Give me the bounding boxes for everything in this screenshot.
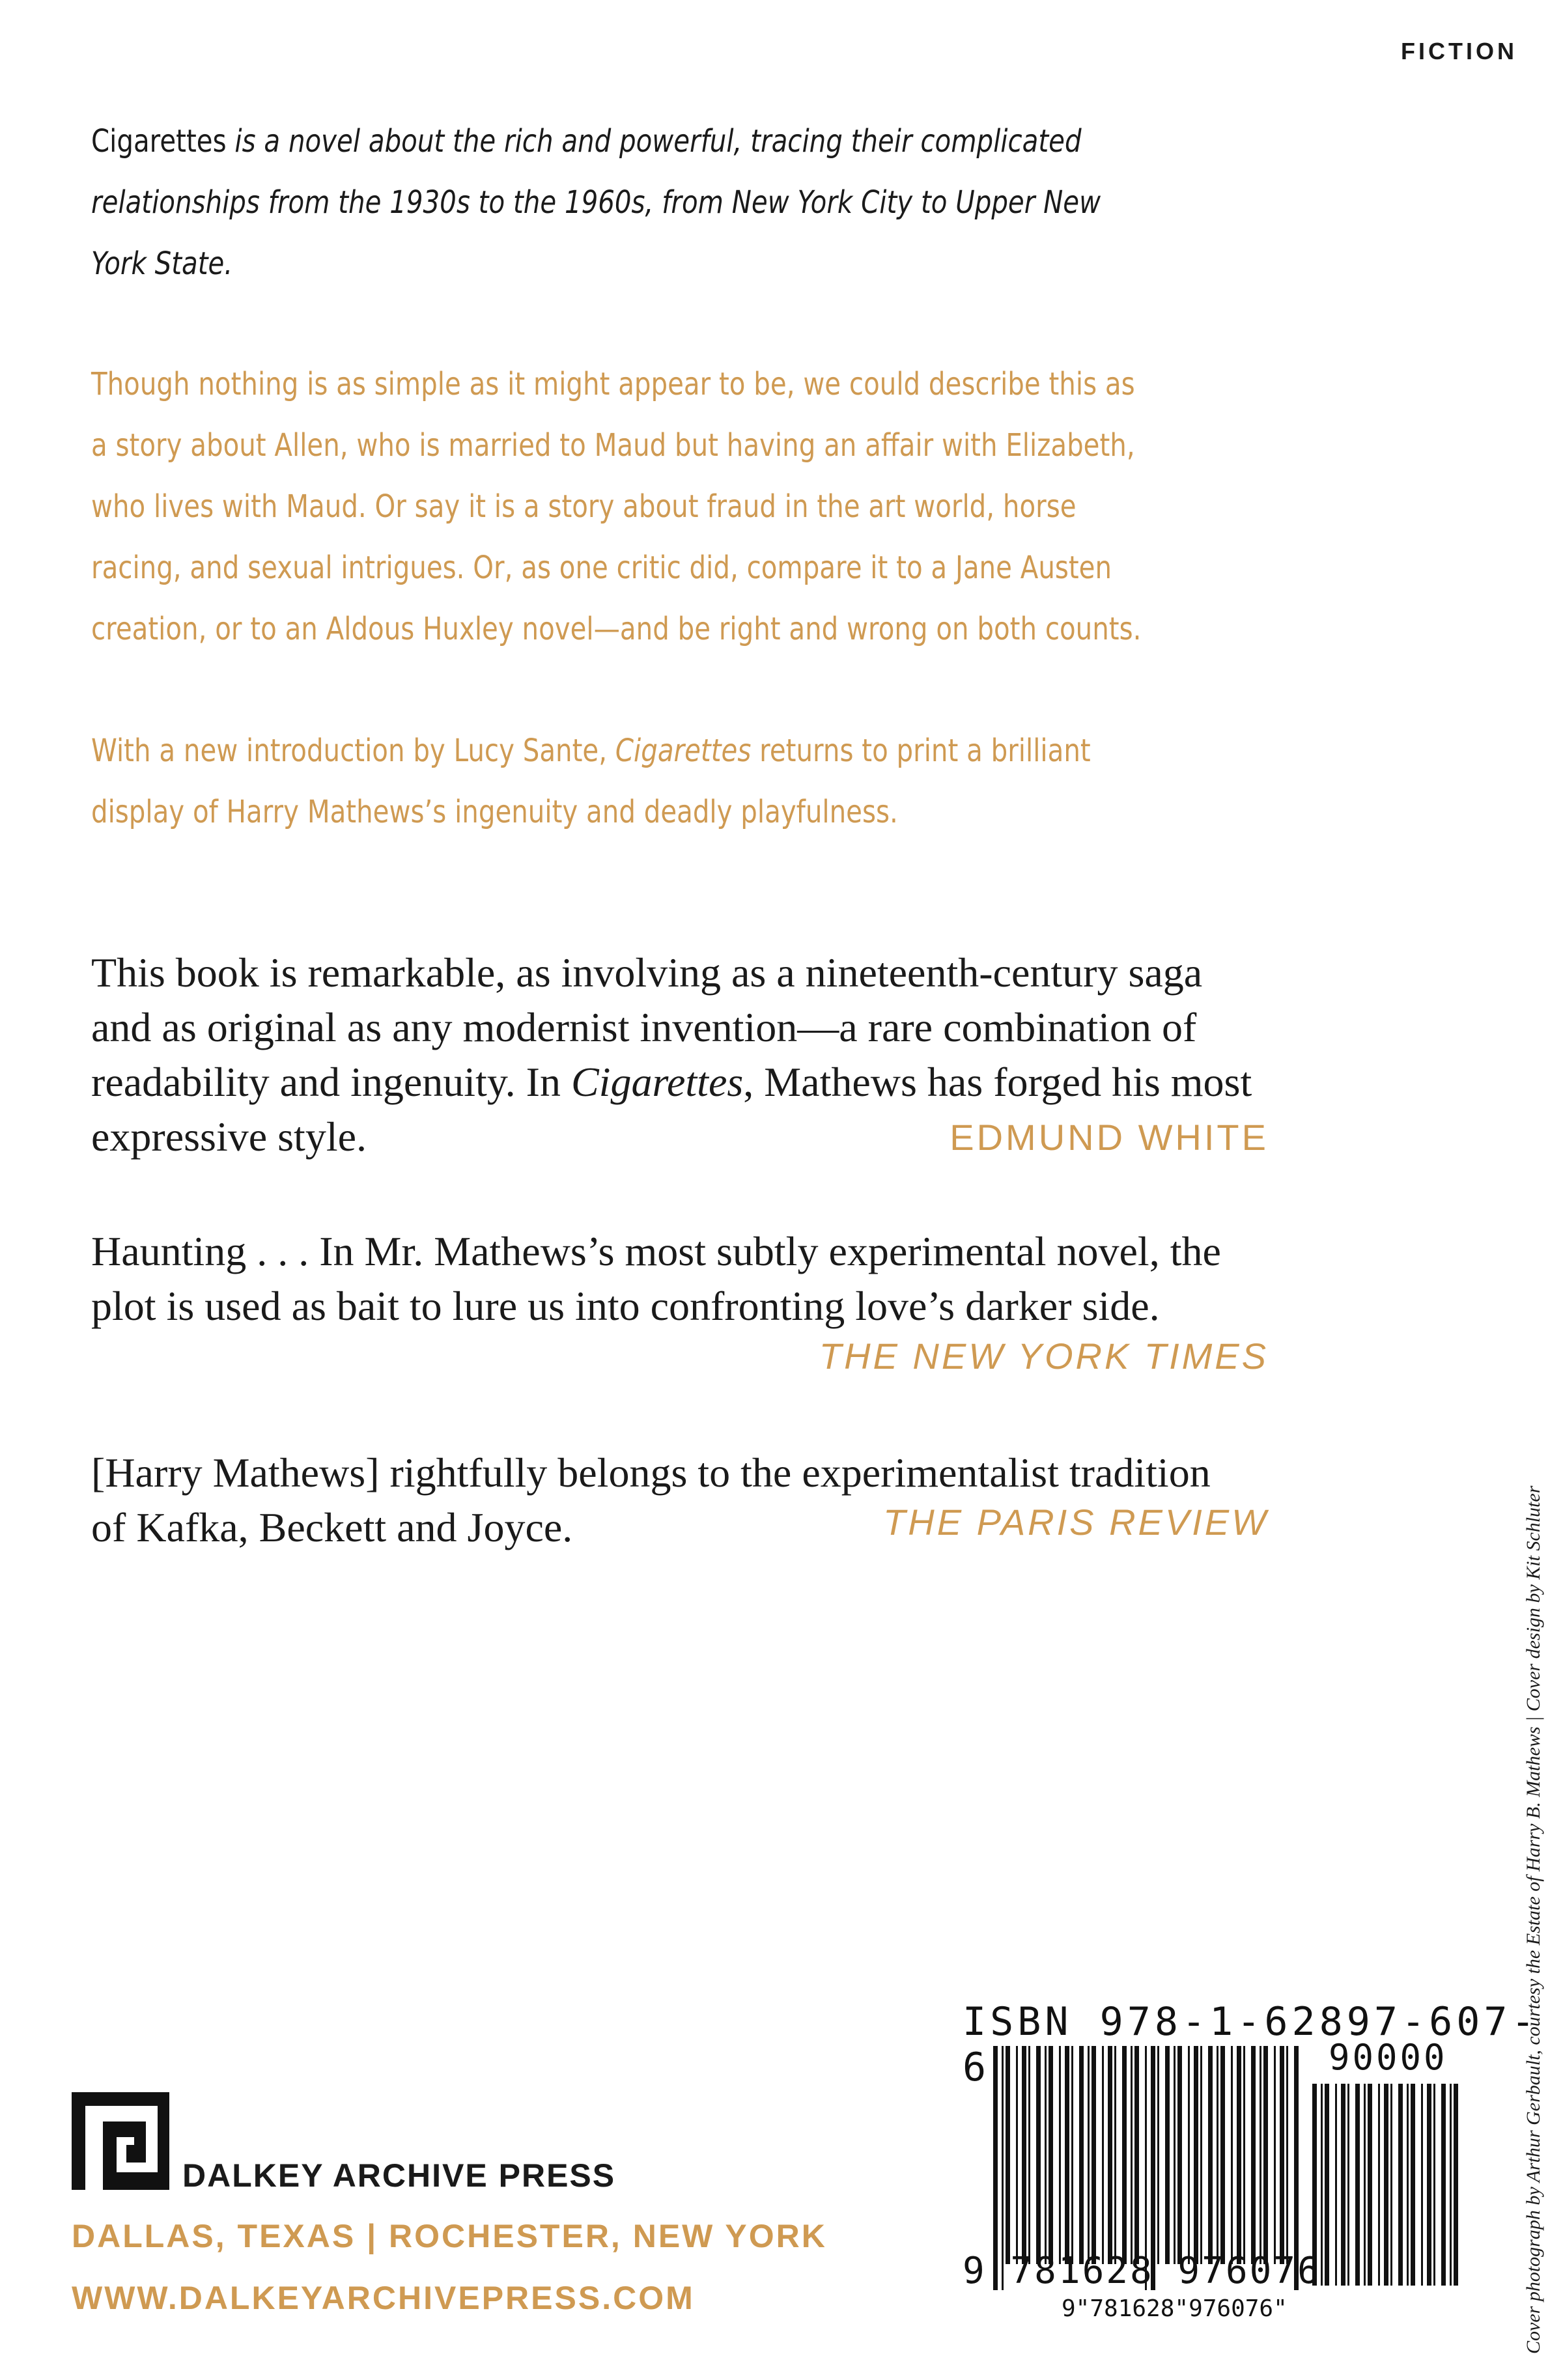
- barcode-bar: [1347, 2084, 1349, 2286]
- quote-attribution: EDMUND WHITE: [950, 1117, 1269, 1158]
- quote-line: expressive style.: [91, 1113, 367, 1160]
- barcode-bar: [1088, 2046, 1090, 2264]
- barcode-bar: [1079, 2046, 1084, 2264]
- quote-line: [Harry Mathews] rightfully belongs to the experimentalist tradition: [91, 1449, 1211, 1496]
- cover-credit: Cover photograph by Arthur Gerbault, courtesy the Estate of Harry B. Mathews | Cover design by Kit Schluter: [1523, 1485, 1544, 2354]
- barcode-bar: [1274, 2046, 1276, 2264]
- barcode-bar: [1059, 2046, 1061, 2264]
- synopsis-line: Though nothing is as simple as it might appear to be, we could describe this as: [91, 366, 1135, 402]
- barcode-bar: [1260, 2046, 1261, 2264]
- barcode-bar: [1454, 2084, 1458, 2286]
- barcode-bar: [1335, 2084, 1337, 2286]
- introduction-line-1: With a new introduction by Lucy Sante, Cigarettes returns to print a brilliant: [91, 733, 1091, 769]
- barcode-bar: [1102, 2046, 1104, 2264]
- barcode-bar: [1071, 2046, 1073, 2264]
- price-code: 90000: [1329, 2037, 1448, 2078]
- barcode-bar: [1231, 2046, 1233, 2264]
- barcode-bar: [1433, 2084, 1435, 2286]
- barcode-bar: [1177, 2046, 1182, 2264]
- price-barcode: [1312, 2084, 1462, 2286]
- barcode-bar: [1165, 2046, 1170, 2264]
- barcode-bar: [1036, 2046, 1041, 2264]
- barcode-bar: [1364, 2084, 1366, 2286]
- barcode-bar: [1441, 2084, 1446, 2286]
- quote-line: Haunting . . . In Mr. Mathews’s most subtly experimental novel, the: [91, 1228, 1221, 1274]
- publisher-location: DALLAS, TEXAS | ROCHESTER, NEW YORK: [72, 2218, 827, 2254]
- barcode-number: 9 781628 976076: [963, 2250, 1321, 2292]
- barcode-bar: [1131, 2046, 1133, 2264]
- barcode-bar: [1157, 2046, 1159, 2264]
- barcode-bar: [1398, 2084, 1403, 2286]
- barcode-small-number: 9"781628"976076": [1062, 2295, 1288, 2322]
- barcode-bar: [1263, 2046, 1268, 2264]
- barcode-bar: [1220, 2046, 1225, 2264]
- intro-line-3: York State.: [91, 245, 233, 282]
- category-label: FICTION: [1401, 38, 1517, 64]
- barcode-bar: [1368, 2084, 1372, 2286]
- barcode-bar: [1411, 2084, 1415, 2286]
- isbn-text: ISBN 978-1-62897-607-6: [963, 1999, 1539, 2090]
- barcode-bar: [1217, 2046, 1218, 2264]
- barcode-bar: [1237, 2046, 1241, 2264]
- intro-line-2: relationships from the 1930s to the 1960s, from New York City to Upper New: [91, 184, 1101, 221]
- barcode-bar: [1065, 2046, 1069, 2264]
- barcode-bar: [1006, 2046, 1010, 2264]
- barcode-bar: [1045, 2046, 1047, 2264]
- barcode-bar: [1028, 2046, 1030, 2264]
- barcode-bar: [1427, 2084, 1431, 2286]
- barcode-bar: [1108, 2046, 1112, 2264]
- synopsis-line: racing, and sexual intrigues. Or, as one critic did, compare it to a Jane Austen: [91, 550, 1112, 586]
- barcode-bar: [1200, 2046, 1202, 2264]
- barcode-bar: [1174, 2046, 1176, 2264]
- quote-line: plot is used as bait to lure us into confronting love’s darker side.: [91, 1283, 1160, 1329]
- barcode-bar: [1114, 2046, 1116, 2264]
- barcode-bar: [1208, 2046, 1213, 2264]
- synopsis-line: creation, or to an Aldous Huxley novel—and be right and wrong on both counts.: [91, 611, 1142, 647]
- barcode-bar: [1325, 2084, 1329, 2286]
- barcode-bar: [1049, 2046, 1053, 2264]
- barcode-bar: [1421, 2084, 1423, 2286]
- barcode-bar: [1280, 2046, 1284, 2264]
- barcode-bar: [1122, 2046, 1127, 2264]
- publisher-website: WWW.DALKEYARCHIVEPRESS.COM: [72, 2280, 695, 2316]
- barcode-bar: [1390, 2084, 1392, 2286]
- barcode-bar: [1341, 2084, 1345, 2286]
- synopsis-line: a story about Allen, who is married to Maud but having an affair with Elizabeth,: [91, 427, 1135, 464]
- barcode-bar: [1286, 2046, 1288, 2264]
- quote-line: readability and ingenuity. In Cigarettes, Mathews has forged his most: [91, 1059, 1252, 1105]
- barcode-bar: [1378, 2084, 1380, 2286]
- quote-line: and as original as any modernist invention—a rare combination of: [91, 1004, 1197, 1050]
- barcode-bar: [1022, 2046, 1026, 2264]
- synopsis-line: who lives with Maud. Or say it is a story about fraud in the art world, horse: [91, 488, 1077, 525]
- barcode-bar: [1134, 2046, 1139, 2264]
- book-title: Cigarettes: [91, 123, 227, 160]
- publisher-logo-icon: [72, 2092, 169, 2190]
- barcode-bar: [1407, 2084, 1409, 2286]
- barcode-bar: [1450, 2084, 1452, 2286]
- introduction-line-2: display of Harry Mathews’s ingenuity and deadly playfulness.: [91, 794, 898, 830]
- barcode-bar: [1188, 2046, 1190, 2264]
- quote-line: This book is remarkable, as involving as a nineteenth-century saga: [91, 949, 1203, 996]
- barcode-bar: [1355, 2084, 1360, 2286]
- barcode-bar: [1016, 2046, 1018, 2264]
- barcode-bar: [1091, 2046, 1096, 2264]
- barcode-bar: [1243, 2046, 1245, 2264]
- quote-attribution: THE PARIS REVIEW: [883, 1502, 1269, 1543]
- barcode-bar: [1251, 2046, 1256, 2264]
- barcode-bar: [1194, 2046, 1198, 2264]
- barcode-bar: [1384, 2084, 1388, 2286]
- intro-line-1: Cigarettes is a novel about the rich and powerful, tracing their complicated: [91, 123, 1082, 160]
- quote-attribution: THE NEW YORK TIMES: [819, 1336, 1269, 1377]
- publisher-name: DALKEY ARCHIVE PRESS: [182, 2157, 616, 2194]
- quote-line: of Kafka, Beckett and Joyce.: [91, 1504, 573, 1550]
